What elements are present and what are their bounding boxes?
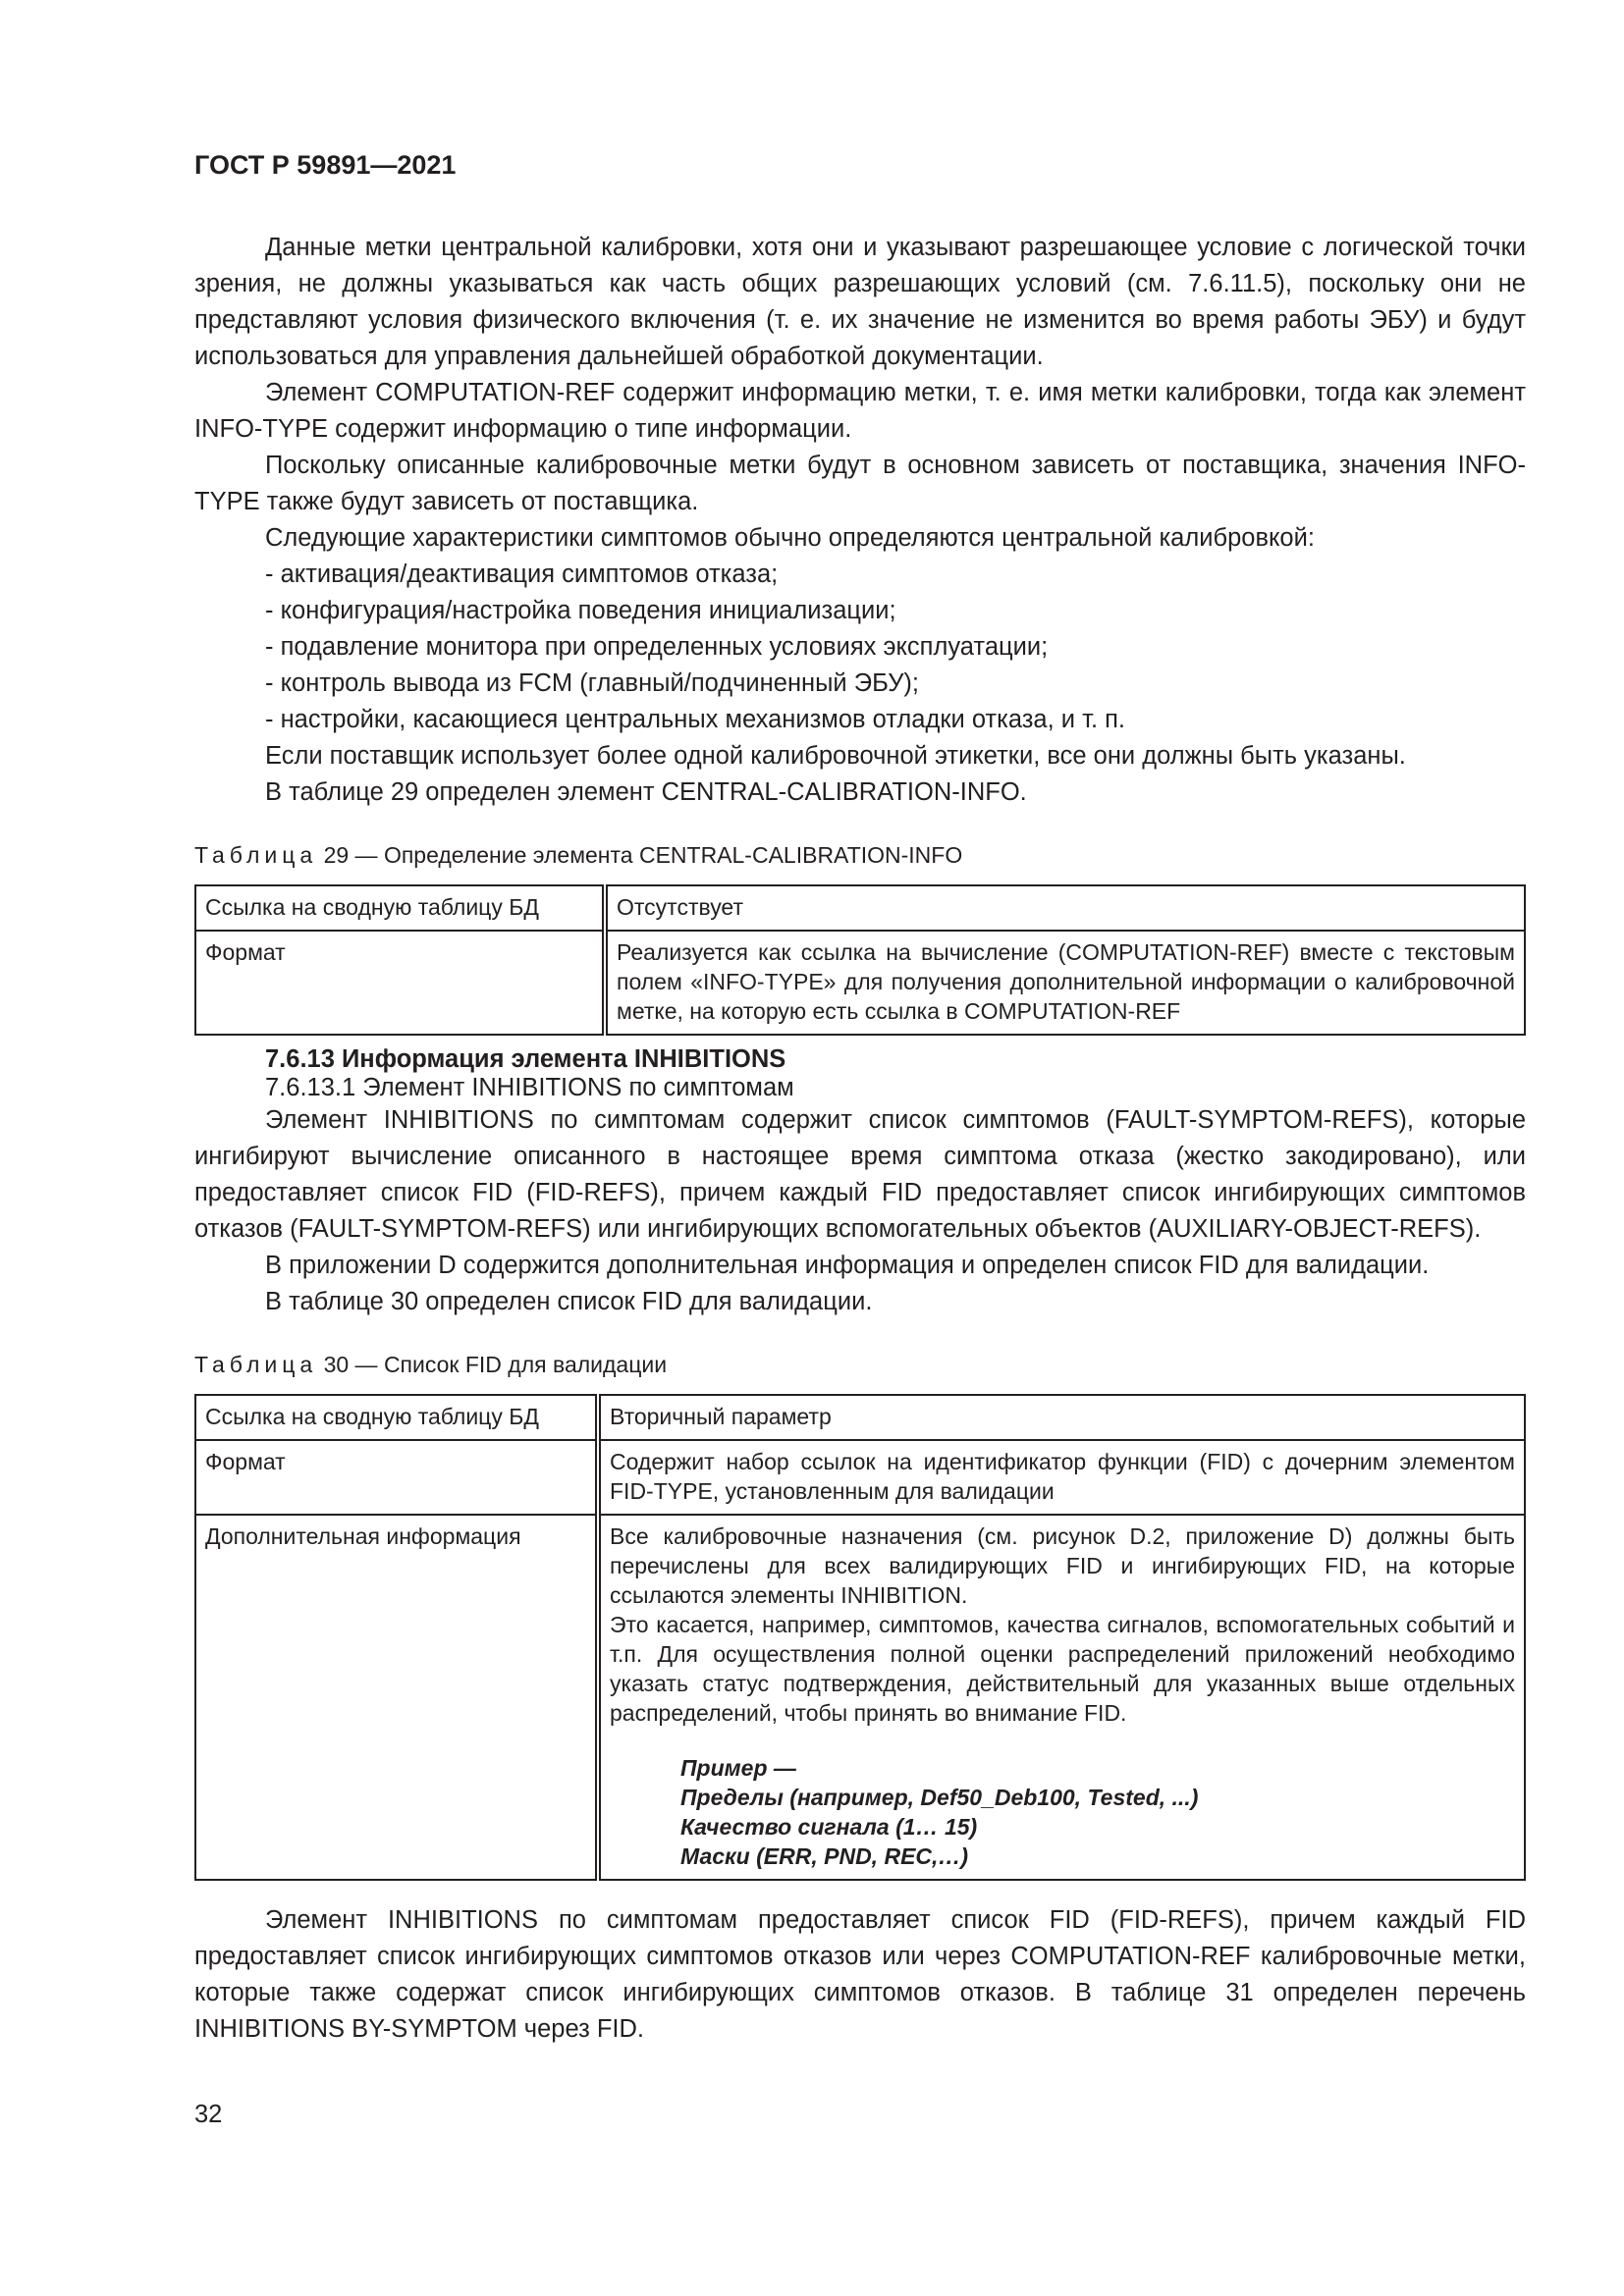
intro-paragraph: Данные метки центральной калибровки, хотя они и указывают разрешающее условие с логической точки зрения, не должны указываться как часть общих разрешающих условий (см. 7.6.11.5), поскольку они не представляют условия физического включения (т. е. их значение не изменится во время работы ЭБУ) и будут использоваться для управления дальнейшей обработкой документации.	[194, 234, 1526, 370]
table-cell	[598, 1515, 1525, 1880]
table-cell: Содержит набор ссылок на идентификатор функции (FID) с дочерним элементом FID-TYPE, установленным для валидации	[598, 1440, 1525, 1515]
table-cell: Отсутствует	[605, 885, 1525, 931]
section-heading: 7.6.13 Информация элемента INHIBITIONS	[265, 1045, 786, 1073]
intro-paragraph: Элемент COMPUTATION-REF содержит информацию метки, т. е. имя метки калибровки, тогда как элемент INFO-TYPE содержит информацию о типе информации.	[194, 379, 1526, 443]
table-caption-label: Таблица	[194, 1352, 318, 1377]
closing-paragraph: Элемент INHIBITIONS по симптомам предоставляет список FID (FID-REFS), причем каждый FID предоставляет список ингибирующих симптомов отказов или через COMPUTATION-REF калибровочные метки, которые также содержат список ингибирующих симптомов отказов. В таблице 31 определен перечень INHIBITIONS BY-SYMPTOM через FID.	[194, 1906, 1526, 2043]
intro-paragraph: Поскольку описанные калибровочные метки будут в основном зависеть от поставщика, значения INFO-TYPE также будут зависеть от поставщика.	[194, 452, 1526, 515]
list-item: - контроль вывода из FCM (главный/подчиненный ЭБУ);	[265, 669, 920, 697]
subsection-heading: 7.6.13.1 Элемент INHIBITIONS по симптомам	[265, 1074, 794, 1101]
list-item: - активация/деактивация симптомов отказа;	[265, 561, 779, 588]
table-cell: Вторичный параметр	[598, 1395, 1525, 1440]
body-paragraph: В таблице 30 определен список FID для валидации.	[265, 1288, 873, 1315]
table-row	[195, 1395, 1525, 1440]
table-row	[195, 1440, 1525, 1515]
example-line: Пределы (например, Def50_Deb100, Tested, ...)	[680, 1785, 1199, 1810]
intro-paragraph: Следующие характеристики симптомов обычно определяются центральной калибровкой:	[265, 524, 1315, 552]
table-cell: Формат	[195, 931, 605, 1035]
table-caption-label: Таблица	[194, 842, 318, 868]
table-caption-text: 29 — Определение элемента CENTRAL-CALIBRATION-INFO	[317, 842, 963, 868]
body-paragraph: Элемент INHIBITIONS по симптомам содержит список симптомов (FAULT-SYMPTOM-REFS), которые ингибируют вычисление описанного в настоящее время симптома отказа (жестко закодировано), или предоставляет список FID (FID-REFS), причем каждый FID предоставляет список ингибирующих симптомов отказов (FAULT-SYMPTOM-REFS) или ингибирующих вспомогательных объектов (AUXILIARY-OBJECT-REFS).	[194, 1106, 1526, 1243]
table-cell: Формат	[195, 1440, 598, 1515]
page-number: 32	[194, 2101, 223, 2128]
list-item: - подавление монитора при определенных условиях эксплуатации;	[265, 633, 1049, 661]
cell-paragraph: Все калибровочные назначения (см. рисунок D.2, приложение D) должны быть перечислены для всех валидирующих FID и ингибирующих FID, на которые ссылаются элементы INHIBITION.	[610, 1523, 1515, 1608]
body-paragraph: В приложении D содержится дополнительная информация и определен список FID для валидации.	[265, 1252, 1430, 1279]
document-page	[194, 147, 1526, 2048]
cell-paragraph: Это касается, например, симптомов, качества сигналов, вспомогательных событий и т.п. Для осуществления полной оценки распределений приложений необходимо указать статус подтверждения, действительный для указанных выше отдельных распределений, чтобы принять во внимание FID.	[610, 1612, 1515, 1726]
table-caption-text: 30 — Список FID для валидации	[317, 1352, 668, 1377]
table-cell: Ссылка на сводную таблицу БД	[195, 1395, 598, 1440]
example-line: Качество сигнала (1… 15)	[680, 1814, 978, 1840]
list-item: - конфигурация/настройка поведения инициализации;	[265, 597, 896, 624]
example-block	[610, 1753, 1515, 1871]
table-30-caption	[194, 1349, 1526, 1380]
table-cell: Дополнительная информация	[195, 1515, 598, 1880]
table-row	[195, 1515, 1525, 1880]
body-paragraph: В таблице 29 определен элемент CENTRAL-CALIBRATION-INFO.	[265, 778, 1027, 806]
document-header: ГОСТ Р 59891—2021	[194, 150, 457, 180]
table-29-caption	[194, 839, 1526, 871]
table-cell: Реализуется как ссылка на вычисление (COMPUTATION-REF) вместе с текстовым полем «INFO-TYPE» для получения дополнительной информации о калибровочной метке, на которую есть ссылка в COMPUTATION-REF	[605, 931, 1525, 1035]
table-30	[194, 1394, 1526, 1881]
example-line: Маски (ERR, PND, REC,…)	[680, 1843, 969, 1869]
example-line: Пример —	[680, 1755, 796, 1781]
list-item: - настройки, касающиеся центральных механизмов отладки отказа, и т. п.	[265, 706, 1126, 733]
body-paragraph: Если поставщик использует более одной калибровочной этикетки, все они должны быть указаны.	[265, 742, 1406, 770]
table-cell: Ссылка на сводную таблицу БД	[195, 885, 605, 931]
table-29	[194, 884, 1526, 1036]
table-row	[195, 885, 1525, 931]
table-row	[195, 931, 1525, 1035]
